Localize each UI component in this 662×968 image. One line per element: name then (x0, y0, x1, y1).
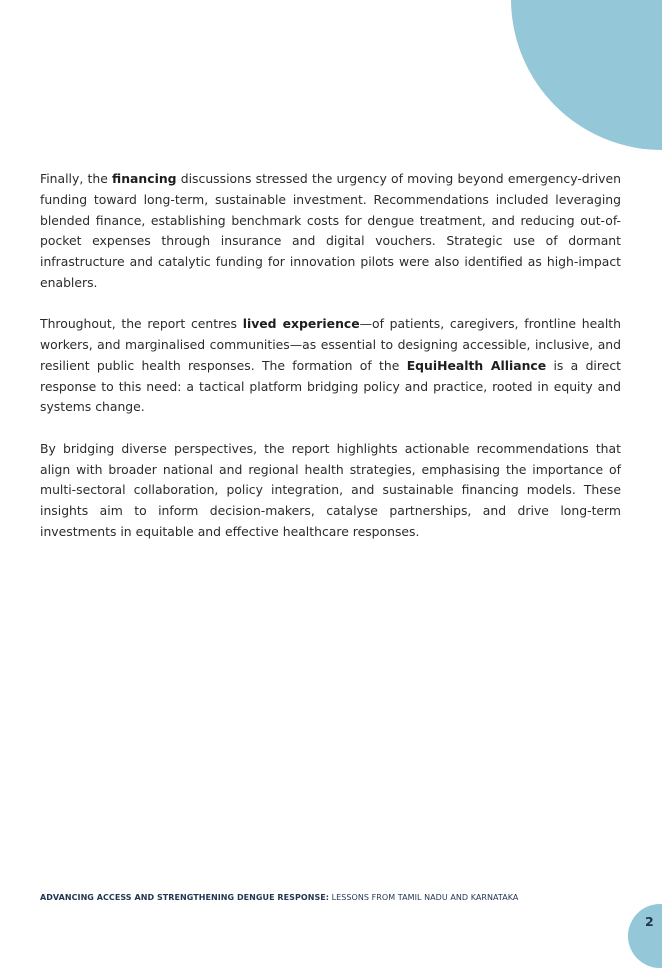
page-number-badge (628, 904, 662, 968)
footer-title-rest: LESSONS FROM TAMIL NADU AND KARNATAKA (329, 893, 519, 902)
paragraph-bridging-perspectives: By bridging diverse perspectives, the report highlights actionable recommendations that align with broader national and regional health strategies, emphasising the importance of multi-sectoral collaboration, policy integration, and sustainable financing models. These insights aim to inform decision-makers, catalyse partnerships, and drive long-term investments in equitable and effective healthcare responses. (40, 440, 621, 539)
emphasis-equihealth-alliance: EquiHealth Alliance (406, 357, 547, 373)
emphasis-lived-experience: lived experience (242, 316, 360, 332)
page-number: 2 (645, 914, 654, 929)
body-content (40, 169, 621, 563)
paragraph-lived-experience: Throughout, the report centres lived experience—of patients, caregivers, frontline health workers, and marginalised communities—as essential to designing accessible, inclusive, and resilient public health responses. The formation of the EquiHealth Alliance is a direct response to this need: a tactical platform bridging policy and practice, rooted in equity and systems change. (40, 316, 621, 415)
footer-title-bold: ADVANCING ACCESS AND STRENGTHENING DENGUE RESPONSE: (40, 893, 330, 902)
decorative-corner-circle (511, 0, 662, 150)
paragraph-financing: Finally, the financing discussions stressed the urgency of moving beyond emergency-driven funding toward long-term, sustainable investment. Recommendations included leveraging blended finance, establishing benchmark costs for dengue treatment, and reducing out-of-pocket expenses through insurance and digital vouchers. Strategic use of dormant infrastructure and catalytic funding for innovation pilots were also identified as high-impact enablers. (40, 171, 621, 290)
running-footer (40, 893, 518, 902)
emphasis-financing: financing (112, 171, 177, 186)
